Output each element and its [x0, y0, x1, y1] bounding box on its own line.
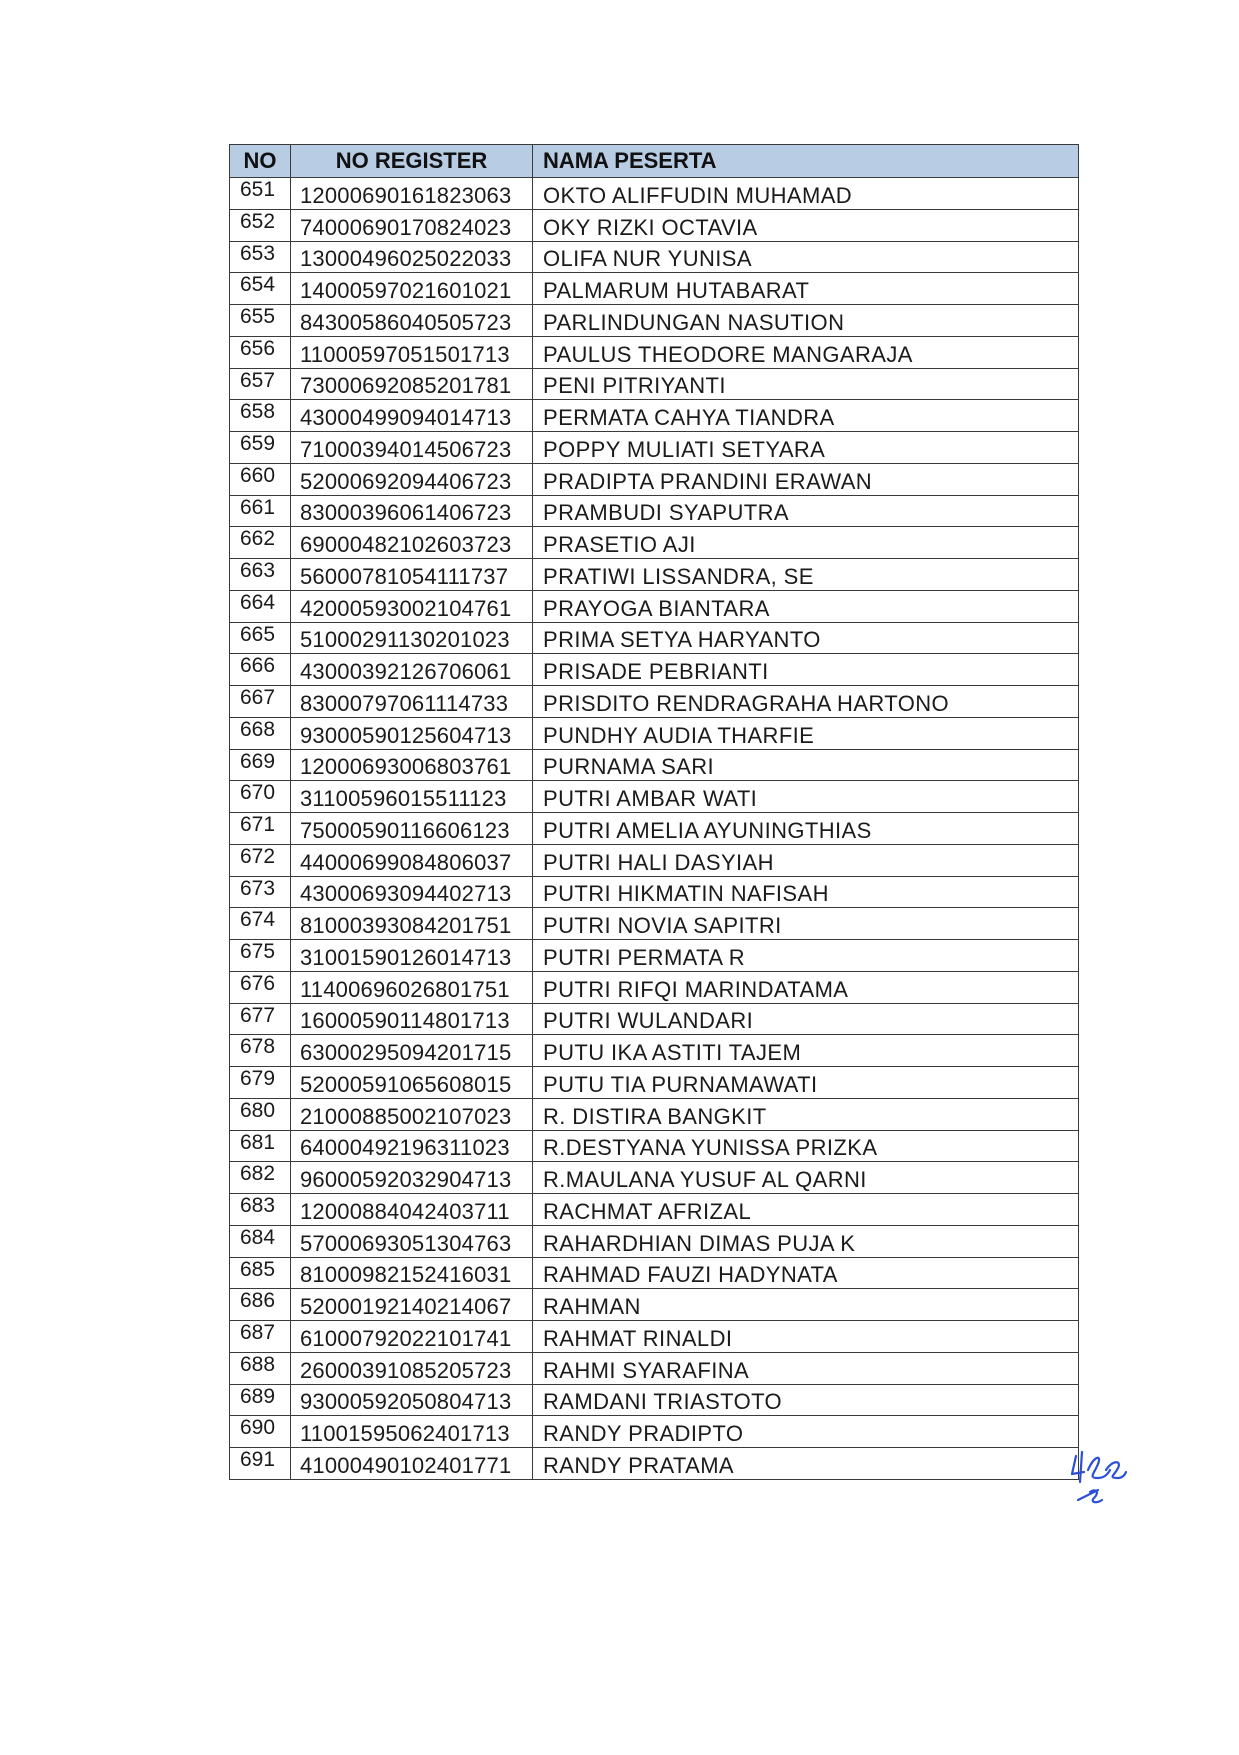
cell-name: PRASETIO AJI — [533, 527, 1079, 559]
table-row — [230, 908, 1079, 940]
cell-name: OKTO ALIFFUDIN MUHAMAD — [533, 178, 1079, 210]
cell-name: PARLINDUNGAN NASUTION — [533, 305, 1079, 337]
participant-table — [229, 144, 1079, 1480]
table-row — [230, 559, 1079, 591]
cell-no: 672 — [230, 844, 291, 876]
cell-register: 31001590126014713 — [291, 940, 533, 972]
table-row — [230, 686, 1079, 718]
cell-register: 63000295094201715 — [291, 1035, 533, 1067]
cell-no: 668 — [230, 717, 291, 749]
cell-name: PRAMBUDI SYAPUTRA — [533, 495, 1079, 527]
cell-register: 41000490102401771 — [291, 1448, 533, 1480]
cell-name: R.MAULANA YUSUF AL QARNI — [533, 1162, 1079, 1194]
table-row — [230, 527, 1079, 559]
cell-no: 661 — [230, 495, 291, 527]
cell-no: 681 — [230, 1130, 291, 1162]
cell-name: PRIMA SETYA HARYANTO — [533, 622, 1079, 654]
cell-register: 83000797061114733 — [291, 686, 533, 718]
cell-name: PRADIPTA PRANDINI ERAWAN — [533, 463, 1079, 495]
cell-no: 651 — [230, 178, 291, 210]
cell-register: 14000597021601021 — [291, 273, 533, 305]
cell-register: 81000982152416031 — [291, 1257, 533, 1289]
cell-register: 71000394014506723 — [291, 432, 533, 464]
cell-register: 74000690170824023 — [291, 209, 533, 241]
header-register: NO REGISTER — [291, 145, 533, 178]
table-row — [230, 781, 1079, 813]
cell-register: 21000885002107023 — [291, 1098, 533, 1130]
cell-register: 64000492196311023 — [291, 1130, 533, 1162]
cell-name: PALMARUM HUTABARAT — [533, 273, 1079, 305]
table-row — [230, 495, 1079, 527]
cell-no: 655 — [230, 305, 291, 337]
table-row — [230, 1289, 1079, 1321]
cell-no: 653 — [230, 241, 291, 273]
cell-name: PRISDITO RENDRAGRAHA HARTONO — [533, 686, 1079, 718]
cell-name: PUTRI AMBAR WATI — [533, 781, 1079, 813]
cell-name: PRATIWI LISSANDRA, SE — [533, 559, 1079, 591]
table-row — [230, 1321, 1079, 1353]
cell-register: 43000392126706061 — [291, 654, 533, 686]
cell-register: 73000692085201781 — [291, 368, 533, 400]
table-row — [230, 971, 1079, 1003]
cell-no: 669 — [230, 749, 291, 781]
cell-no: 677 — [230, 1003, 291, 1035]
cell-no: 674 — [230, 908, 291, 940]
table-row — [230, 178, 1079, 210]
cell-no: 688 — [230, 1352, 291, 1384]
cell-no: 687 — [230, 1321, 291, 1353]
cell-no: 676 — [230, 971, 291, 1003]
cell-name: PRAYOGA BIANTARA — [533, 590, 1079, 622]
cell-name: RAHMAN — [533, 1289, 1079, 1321]
table-row — [230, 1257, 1079, 1289]
cell-register: 11400696026801751 — [291, 971, 533, 1003]
cell-no: 670 — [230, 781, 291, 813]
table-row — [230, 876, 1079, 908]
cell-name: OLIFA NUR YUNISA — [533, 241, 1079, 273]
cell-no: 665 — [230, 622, 291, 654]
cell-no: 671 — [230, 813, 291, 845]
table-row — [230, 1352, 1079, 1384]
table-row — [230, 1416, 1079, 1448]
cell-register: 11001595062401713 — [291, 1416, 533, 1448]
table-row — [230, 1035, 1079, 1067]
cell-register: 43000499094014713 — [291, 400, 533, 432]
table-row — [230, 1130, 1079, 1162]
cell-register: 44000699084806037 — [291, 844, 533, 876]
cell-no: 659 — [230, 432, 291, 464]
cell-register: 11000597051501713 — [291, 336, 533, 368]
table-row — [230, 305, 1079, 337]
cell-no: 666 — [230, 654, 291, 686]
cell-register: 43000693094402713 — [291, 876, 533, 908]
table-header — [230, 145, 1079, 178]
cell-name: RAHMI SYARAFINA — [533, 1352, 1079, 1384]
cell-register: 93000590125604713 — [291, 717, 533, 749]
cell-no: 679 — [230, 1067, 291, 1099]
cell-register: 13000496025022033 — [291, 241, 533, 273]
handwritten-initials — [1068, 1448, 1128, 1518]
cell-no: 657 — [230, 368, 291, 400]
cell-name: RACHMAT AFRIZAL — [533, 1194, 1079, 1226]
cell-register: 12000884042403711 — [291, 1194, 533, 1226]
table-row — [230, 1384, 1079, 1416]
cell-no: 663 — [230, 559, 291, 591]
cell-name: PUTRI AMELIA AYUNINGTHIAS — [533, 813, 1079, 845]
cell-name: PURNAMA SARI — [533, 749, 1079, 781]
table-row — [230, 844, 1079, 876]
table-row — [230, 622, 1079, 654]
cell-name: PAULUS THEODORE MANGARAJA — [533, 336, 1079, 368]
table-row — [230, 1098, 1079, 1130]
cell-name: PERMATA CAHYA TIANDRA — [533, 400, 1079, 432]
table-row — [230, 336, 1079, 368]
cell-no: 682 — [230, 1162, 291, 1194]
table-row — [230, 463, 1079, 495]
cell-name: OKY RIZKI OCTAVIA — [533, 209, 1079, 241]
header-row — [230, 145, 1079, 178]
cell-no: 667 — [230, 686, 291, 718]
cell-register: 75000590116606123 — [291, 813, 533, 845]
table-row — [230, 1003, 1079, 1035]
cell-name: PRISADE PEBRIANTI — [533, 654, 1079, 686]
cell-name: PUTRI HALI DASYIAH — [533, 844, 1079, 876]
table-row — [230, 813, 1079, 845]
cell-register: 93000592050804713 — [291, 1384, 533, 1416]
cell-register: 12000693006803761 — [291, 749, 533, 781]
table-row — [230, 749, 1079, 781]
cell-name: RAHARDHIAN DIMAS PUJA K — [533, 1225, 1079, 1257]
cell-register: 84300586040505723 — [291, 305, 533, 337]
cell-name: PUTRI PERMATA R — [533, 940, 1079, 972]
header-no: NO — [230, 145, 291, 178]
table-row — [230, 1194, 1079, 1226]
cell-name: PENI PITRIYANTI — [533, 368, 1079, 400]
cell-no: 673 — [230, 876, 291, 908]
cell-register: 31100596015511123 — [291, 781, 533, 813]
cell-register: 83000396061406723 — [291, 495, 533, 527]
cell-no: 652 — [230, 209, 291, 241]
table-row — [230, 273, 1079, 305]
cell-name: RAHMAD FAUZI HADYNATA — [533, 1257, 1079, 1289]
table-row — [230, 1162, 1079, 1194]
cell-register: 51000291130201023 — [291, 622, 533, 654]
table-row — [230, 1225, 1079, 1257]
cell-name: PUTRI HIKMATIN NAFISAH — [533, 876, 1079, 908]
cell-register: 56000781054111737 — [291, 559, 533, 591]
cell-no: 660 — [230, 463, 291, 495]
cell-name: RANDY PRATAMA — [533, 1448, 1079, 1480]
cell-no: 683 — [230, 1194, 291, 1226]
table-row — [230, 940, 1079, 972]
table-row — [230, 654, 1079, 686]
table-row — [230, 1448, 1079, 1480]
cell-name: POPPY MULIATI SETYARA — [533, 432, 1079, 464]
cell-no: 675 — [230, 940, 291, 972]
cell-no: 654 — [230, 273, 291, 305]
cell-name: PUTU TIA PURNAMAWATI — [533, 1067, 1079, 1099]
table-row — [230, 368, 1079, 400]
table-row — [230, 1067, 1079, 1099]
cell-register: 52000692094406723 — [291, 463, 533, 495]
table-row — [230, 590, 1079, 622]
cell-no: 686 — [230, 1289, 291, 1321]
cell-no: 685 — [230, 1257, 291, 1289]
table-row — [230, 432, 1079, 464]
cell-name: PUTRI NOVIA SAPITRI — [533, 908, 1079, 940]
cell-no: 664 — [230, 590, 291, 622]
cell-register: 12000690161823063 — [291, 178, 533, 210]
cell-no: 680 — [230, 1098, 291, 1130]
cell-no: 684 — [230, 1225, 291, 1257]
cell-no: 678 — [230, 1035, 291, 1067]
cell-name: RANDY PRADIPTO — [533, 1416, 1079, 1448]
cell-name: R.DESTYANA YUNISSA PRIZKA — [533, 1130, 1079, 1162]
cell-register: 16000590114801713 — [291, 1003, 533, 1035]
cell-no: 662 — [230, 527, 291, 559]
table-row — [230, 209, 1079, 241]
cell-name: PUTU IKA ASTITI TAJEM — [533, 1035, 1079, 1067]
cell-register: 26000391085205723 — [291, 1352, 533, 1384]
cell-name: PUTRI WULANDARI — [533, 1003, 1079, 1035]
cell-register: 69000482102603723 — [291, 527, 533, 559]
cell-no: 658 — [230, 400, 291, 432]
cell-register: 52000192140214067 — [291, 1289, 533, 1321]
cell-no: 689 — [230, 1384, 291, 1416]
cell-no: 690 — [230, 1416, 291, 1448]
cell-register: 81000393084201751 — [291, 908, 533, 940]
table-row — [230, 717, 1079, 749]
cell-name: RAMDANI TRIASTOTO — [533, 1384, 1079, 1416]
cell-register: 96000592032904713 — [291, 1162, 533, 1194]
cell-name: RAHMAT RINALDI — [533, 1321, 1079, 1353]
cell-name: PUNDHY AUDIA THARFIE — [533, 717, 1079, 749]
cell-register: 52000591065608015 — [291, 1067, 533, 1099]
cell-name: R. DISTIRA BANGKIT — [533, 1098, 1079, 1130]
table-row — [230, 241, 1079, 273]
cell-name: PUTRI RIFQI MARINDATAMA — [533, 971, 1079, 1003]
cell-register: 57000693051304763 — [291, 1225, 533, 1257]
cell-no: 656 — [230, 336, 291, 368]
cell-register: 61000792022101741 — [291, 1321, 533, 1353]
table-row — [230, 400, 1079, 432]
cell-register: 42000593002104761 — [291, 590, 533, 622]
header-name: NAMA PESERTA — [533, 145, 1079, 178]
cell-no: 691 — [230, 1448, 291, 1480]
table-body — [230, 178, 1079, 1480]
